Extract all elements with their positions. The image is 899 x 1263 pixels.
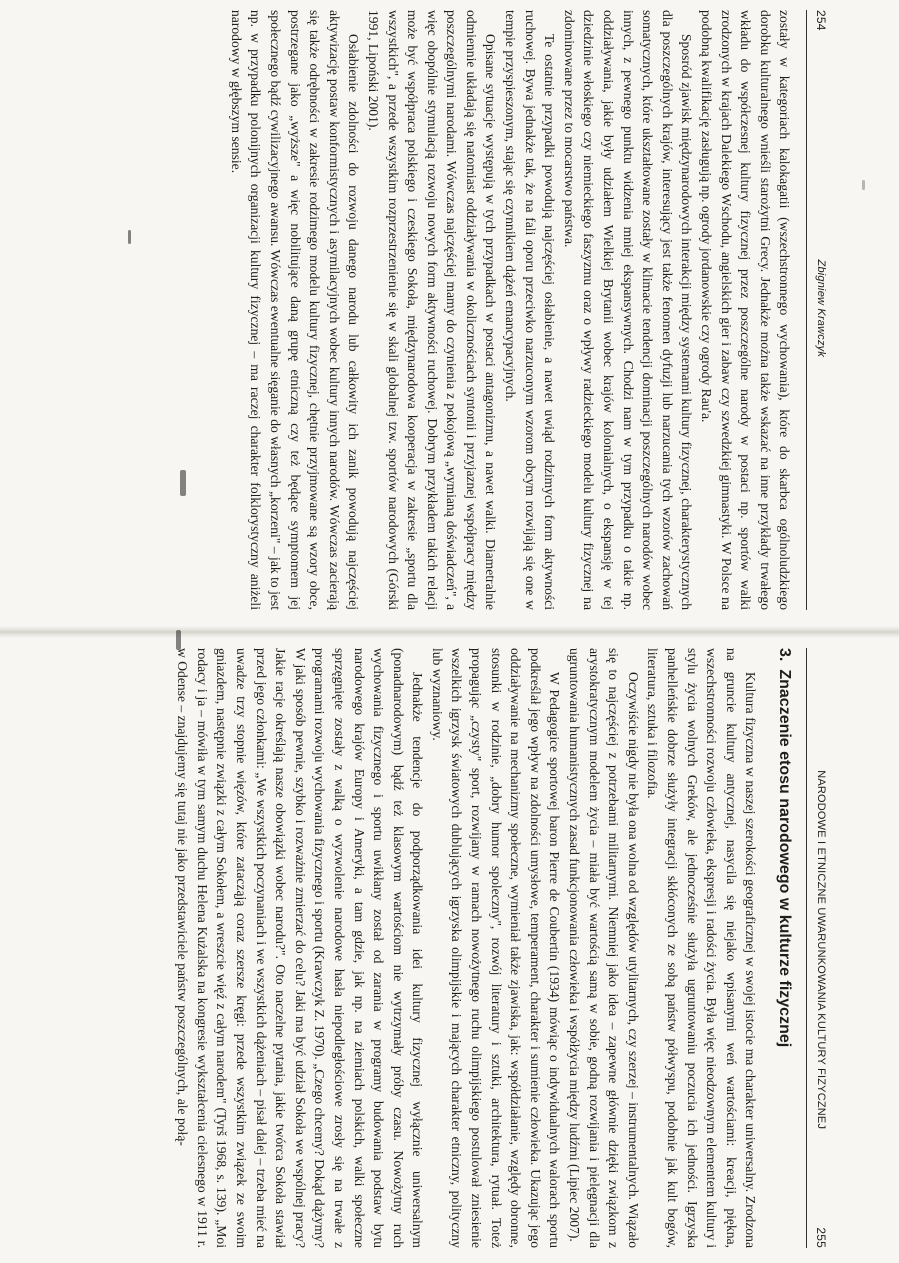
running-head [806, 10, 830, 610]
book-gutter [0, 626, 899, 638]
section-heading [774, 648, 794, 1248]
running-head [806, 648, 830, 1248]
page-number: 254 [814, 10, 828, 31]
paragraph: Jednakże tendencje do podporządkowania idei kultury fizycznej wyłącznie uniwersalnym (ponadnarodowym) bądź też klasowym wartościom nie wytrzymały próby czasu. Nowożytny ruch wychowania fizycznego i sportu uwikłany został od zarania w programy budowania podstaw bytu narodowego krajów Europy i Ameryki, a tam gdzie, jak np. na ziemiach polskich, walki społeczne sprzęgnięte zostały z walką o wyzwolenie narodowe hasła niepodległościowe zrosły się na trwałe z programami rozwoju wychowania fizycznego i sportu (Krawczyk Z. 1970). „Czego chcemy? Dokąd dążymy? W jaki sposób pewnie, szybko i rozważnie zmierzać do celu? Jaki ma być udział Sokoła we wspólnej pracy? Jakie racje określają nasze obowiązki wobec narodu?". Oto naczelne pytania, jakie twórca Sokoła stawiał przed jego członkami: „We wszystkich poczynaniach i we wszystkich dążeniach – pisał dalej – trzeba mieć na uwadze trzy stopnie więzów, które zatacząją coraz szersze kręgi: przede wszystkim związek ze swoim gniazdem, następnie związki z całym Sokołem, a wreszcie więź z całym narodem" (Tyrš 1968, s. 139). „Moi rodacy i ja – mówiła w tym samym duchu Helena Kużalska na kongresie wykształcenia cielesnego w 1911 r. w Odense – znajdujemy się tutaj nie jako przedstawiciele państw poszczególnych, ale połą- [175, 648, 426, 1248]
paragraph: zostały w kategoriach kalokagatii (wszechstronnego wychowania), które do skarbca ogólnoludzkiego dorobku kulturalnego wnieśli starożytni Grecy. Jednakże można także wskazać na inne przykłady trwałego wkładu do współczesnej kultury fizycznej przez poszczególne narody w postaci np. sportów walki zrodzonych w krajach Dalekiego Wschodu, angielskich gier i zabaw czy szwedzkiej gimnastyki. W Polsce na podobną kwalifikację zasługują np. ogrody jordanowskie czy ogrody Rau'a. [699, 10, 793, 610]
running-head-title: Zbigniew Krawczyk [815, 259, 827, 358]
page-number: 255 [814, 1227, 828, 1248]
paragraph: Oczywiście nigdy nie była ona wolna od względów utylitarnych, czy szerzej – instrumentalnych. Wiązało się to najczęściej z potrzebami militarnymi. Niemniej jako idea – zapewne głównie dzięki związkom z arystokratycznym modelem życia – miała być wartością samą w sobie, godną rozwijania i pielęgnacji dla ugruntowania humanistycznych zasad funkcjonowania człowieka i współżycia między ludźmi (Lipiec 2007). [567, 648, 641, 1248]
scan-artifact [862, 180, 865, 190]
scan-artifact [176, 630, 181, 650]
paragraph: Opisane sytuacje występują w tych przypadkach w postaci antagonizmu, a nawet walki. Diametralnie odmiennie układają się natomiast oddziaływania w okolicznościach syntonii i przyjaznej współpracy między poszczególnymi narodami. Wówczas najczęściej mamy do czynienia z pokojową „wymianą doświadczeń", a więc obopólnie stymulacją rozwoju nowych form aktywności ruchowej. Dobrym przykładem takich relacji może być współpraca polskiego i czeskiego Sokoła, międzynarodowa kooperacja w zakresie „sportu dla wszystkich", a przede wszystkim rozprzestrzenienie się w skali globalnej tzw. sportów narodowych (Górski 1991, Lipoński 2001). [365, 10, 499, 610]
left-page [0, 10, 830, 610]
page-body [226, 10, 794, 610]
page-body [173, 648, 761, 1248]
paragraph: Sposród zjawisk międzynarodowych interakcji między systemami kultury fizycznej, charakterystycznych dla poszczególnych krajów, interesujący jest także fenomen dyfuzji lub narzucania tych wzorów zachowań somatycznych, które ukształtowane zostały w klimacie tendencji dominacji poszczególnych narodów wobec innych, z pewnego punktu widzenia mniej ekspansywnych. Chodzi nam w tym przypadku o takie np. oddziaływania, jakie były udziałem Wielkiej Brytanii wobec krajów kolonialnych, o ekspansję w tej dziedzinie włoskiego czy niemieckiego faszyzmu oraz o wpływy radzieckiego modelu kultury fizycznej na zdominowane przez to mocarstwo państwa. [561, 10, 695, 610]
paragraph: Osłabienie zdolności do rozwoju danego narodu lub całkowity ich zanik powodują najczęściej aktywizację postaw konformistycznych i asymilacyjnych wobec kultury innych narodów. Wówczas zacierają się także odrębności w zakresie rodzimego modelu kultury fizycznej, chętnie przyjmowane są wzory obce, postrzegane jako „wyższe" a więc nobilitujące daną grupę etniczną czy też będące symptomem jej społecznego bądź cywilizacyjnego awansu. Wówczas ewentualne sięganie do własnych „korzeni" – jak to jest np. w przypadku polonijnych organizacji kultury fizycznej – ma raczej charakter folklorystyczny aniżeli narodowy w głębszym sensie. [228, 10, 362, 610]
paragraph: Te ostatnie przypadki powodują najczęściej osłabienie, a nawet uwiąd rodzimych form aktywności ruchowej. Bywa jednakże tak, że na fali oporu przeciwko narzuconym wzorom obcym rozwijają się one w tempie przyspieszonym, stając się czynnikiem dążeń emancypacyjnych. [503, 10, 558, 610]
paragraph: Kultura fizyczna w naszej szerokości geograficznej w swojej istocie ma charakter uniwersalny. Zrodzona na gruncie kultury antycznej, nasycila się niejako wpisanymi weń wartościami: kreacji, piękna, wszechstronności rozwoju człowieka, ekspresji i radości życia. Była więc nieodzownym elementem kultury i stylu życia wolnych Greków, ale jednocześnie służyła ugruntowaniu poczucia ich jedności. Igrzyska panhelleńskie dobrze służyły integracji skłóconych ze sobą państw półwyspu, podobnie jak kult bogów, literatura, sztuka i filozofia. [645, 648, 759, 1248]
right-page [0, 648, 830, 1248]
running-head-title: NARODOWE I ETNICZNE UWARUNKOWANIA KULTURY FIZYCZNEJ [815, 770, 827, 1130]
section-number: 3. [776, 648, 794, 662]
paragraph: W Pedagogice sportowej baron Pierre de Coubertin (1934) mówiąc o indywidualnych walorach sportu podkreślał jego wpływ na zdolności umysłowe, temperament, charakter i sumienie człowieka. Ukazując jego oddziaływanie na mechanizmy społeczne, wymieniał także zjawiska, jak: współdziałanie, względy obronne, stosunki w rodzinie, „dobry humor spoleczny", rozwój literatury i sztuki, architektura, rytuał. Toteż propagując „czysty" sport, rozwijany w ramach nowożytnego ruchu olimpijskiego postulował zniesienie wszelkich igrzysk światowych dublujących igrzyska olimpijskie i mających charakter etniczny, polityczny lub wyznaniowy. [429, 648, 563, 1248]
section-title: Znaczenie etosu narodowego w kulturze fizycznej [776, 669, 794, 1048]
